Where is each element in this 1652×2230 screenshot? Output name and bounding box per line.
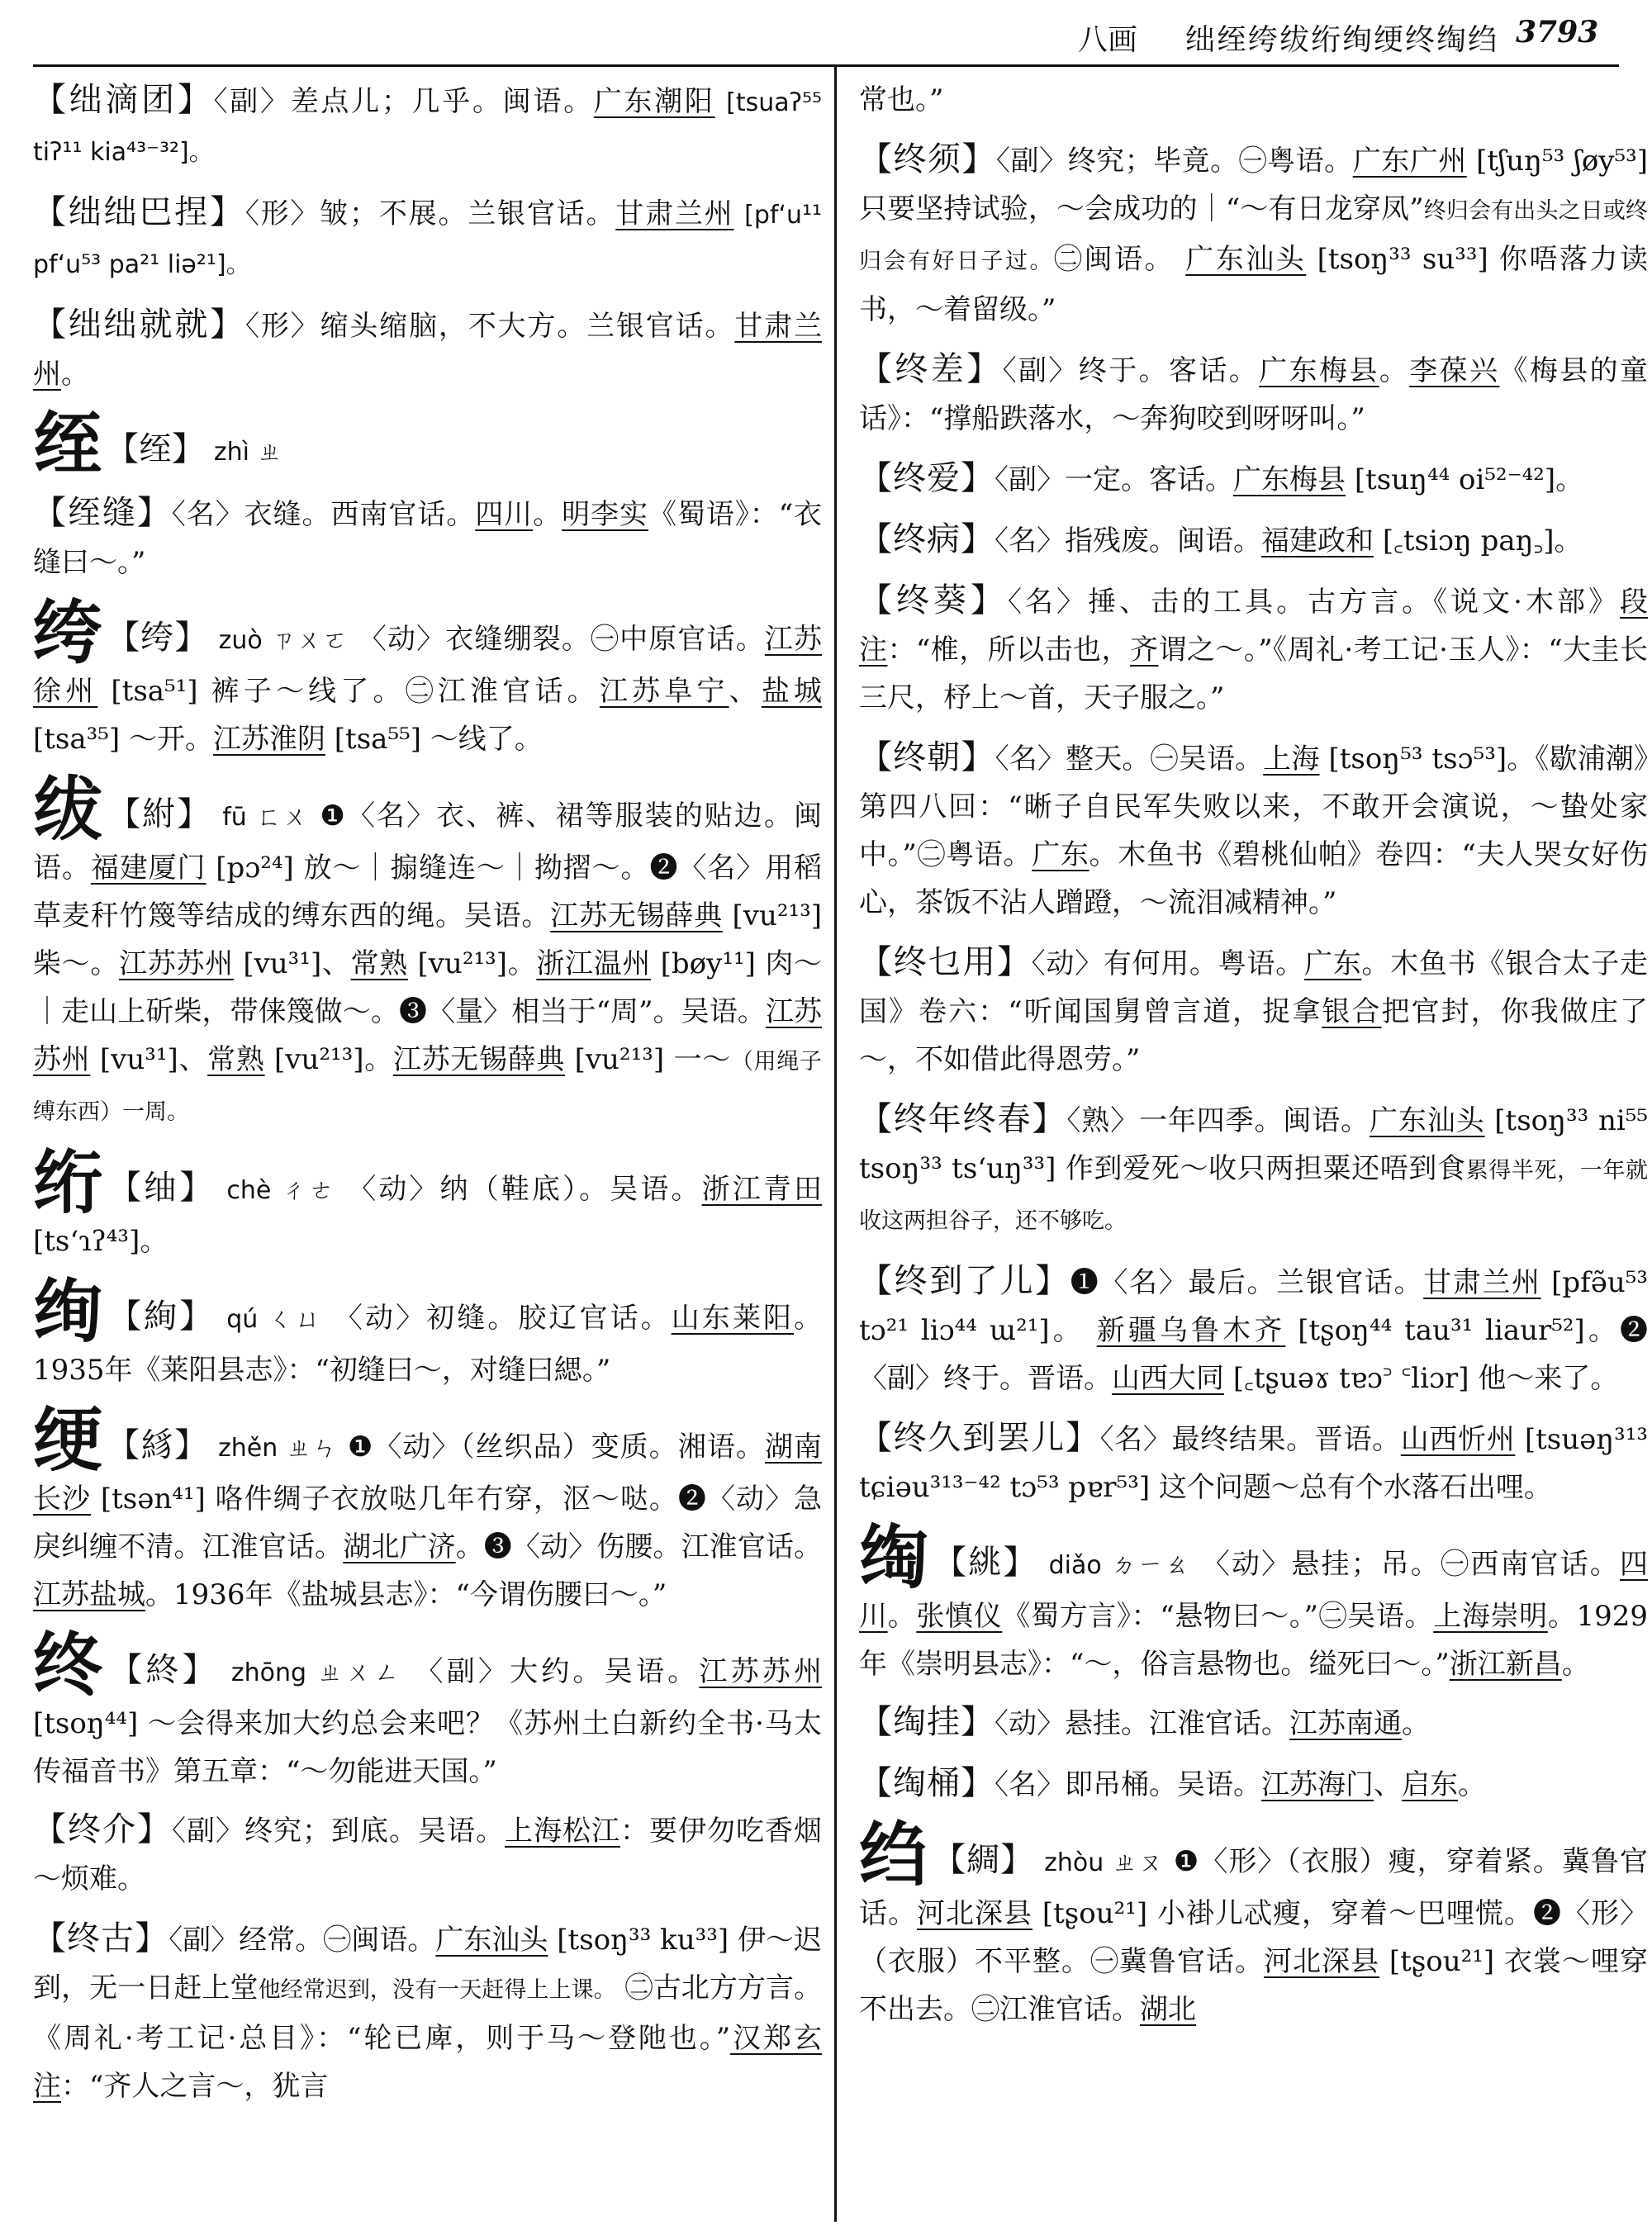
place-name: 甘肃兰州 [615,197,734,230]
column-divider [834,66,837,2222]
traditional-form: 【終】 [109,1651,219,1689]
traditional-form: 【紨】 [107,795,212,833]
entry-text: ❶〈动〉（丝织品）变质。湘语。 [347,1431,765,1464]
entry [859,454,1648,504]
entry-headword: 【绌滴团】 [33,81,214,119]
entry [859,1095,1648,1245]
entry-text: [vu³¹]、 [243,947,351,980]
entry-text: 。1929年《崇明县志》：“～，俗言悬物也。缢死曰～。” [859,1600,1648,1681]
place-name: 江苏南通 [1289,1707,1402,1740]
entry [859,938,1648,1084]
entry [859,1759,1648,1809]
entry-text: 、 [1374,1768,1402,1801]
entry-text: [bøy¹¹] 肉～｜走山上斫柴，带俫篾做～。❸〈量〉相当于“周”。吴语。 [33,947,822,1028]
head-character: 绖 [33,403,103,485]
entry-headword: 【终介】 [33,1810,172,1848]
entry [859,515,1648,565]
entry-text: 。1935年《莱阳县志》：“初缝曰～，对缝曰緦。” [33,1302,822,1387]
page-number: 3793 [1516,15,1599,50]
traditional-form: 【綢】 [933,1841,1035,1879]
place-name: 山西大同 [1112,1362,1224,1395]
entry-text: ：“齐人之言～，犹言 [61,2070,329,2103]
entry-text: 〈形〉缩头缩脑，不大方。兰银官话。 [245,310,735,343]
entry-headword: 【终古】 [33,1919,169,1957]
place-name: 河北深县 [1264,1945,1380,1978]
gloss-note: 终归会有出头之日或终归会有好日子过。 [859,198,1648,274]
place-name: 广东 [1303,947,1362,980]
entry-text: 。 [1561,1648,1590,1681]
entry-text: 〈副〉大约。吴语。 [415,1655,700,1688]
entry-text: [tsoŋ⁵³ tsɔ⁵³]。《歇浦潮》第四八回：“晰子自民军失败以来，不敢开会演说，～蛰处家中。”㊁粤语。 [859,743,1648,871]
entry-text: [tsuəŋ³¹³ tɕiəu³¹³⁻⁴² tɔ⁵³ pɐr⁵³] 这个问题～总有个水落石出哩。 [859,1423,1648,1504]
pinyin: zhòu ㄓㄡ [1044,1848,1164,1877]
entry-text: 〈副〉终究；到底。吴语。 [172,1815,505,1848]
entry-text: 。 [1402,1707,1430,1740]
place-name: 广东潮阳 [593,85,715,118]
place-name: 湖南长沙 [33,1431,822,1516]
char-entry [33,1270,822,1394]
entry-headword: 【终久到罢儿】 [859,1419,1100,1457]
head-character: 绂 [33,768,105,850]
entry-text: [tʂoŋ⁴⁴ tau³¹ liaur⁵²]。❷〈副〉终于。晋语。 [859,1314,1648,1395]
place-name: 湖北广济 [343,1530,456,1563]
place-name: 江苏海门 [1261,1768,1374,1801]
place-name: 广东梅县 [1233,463,1346,496]
place-name: 广东广州 [1352,145,1467,178]
entry-text: 〈动〉悬挂；吊。㊀西南官话。 [1201,1548,1621,1581]
pinyin: zhěn ㄓㄣ [218,1434,338,1463]
char-entry [859,1516,1648,1688]
head-character: 绚 [33,1270,106,1352]
place-name: 河北深县 [917,1897,1033,1930]
entry [33,489,822,586]
entry-text: [tʃuŋ⁵³ ʃøy⁵³] 只要坚持试验，～会成功的｜“～有日龙穿凤” [859,145,1648,225]
entry-text: 〈副〉差点儿；几乎。闽语。 [213,85,594,118]
entry-headword: 【绹挂】 [859,1703,995,1741]
entry-headword: 【终须】 [859,140,997,178]
place-name: 浙江青田 [701,1173,822,1206]
entry-text: 〈副〉经常。㊀闽语。 [169,1924,436,1957]
place-name: 福建政和 [1261,524,1374,558]
entry-text: [pfə̃u⁵³ tɔ²¹ liɔ⁴⁴ ɯ²¹]。 [859,1266,1648,1347]
entry-text: ：要伊勿吃香烟～烦难。 [33,1815,822,1896]
left-column [33,76,822,2223]
entry [33,301,822,398]
pinyin: zuò ㄗㄨㄛ [218,626,349,655]
entry [859,1414,1648,1511]
place-name: 湖北 [1140,1993,1196,2026]
place-name: 江苏盐城 [33,1578,145,1611]
entry-text: 。 [533,498,563,531]
entry-text: 。 [1379,354,1410,387]
place-name: 盐城 [761,675,822,708]
entry-text: 〈动〉衣缝绷裂。㊀中原官话。 [358,623,765,656]
entry-text: [vu²¹³]。 [417,947,537,980]
traditional-form: 【絼】 [107,1426,209,1464]
entry-text: 〈名〉捶、击的工具。古方言。《说文·木部》 [1008,586,1620,619]
entry-text: [pɔ²⁴] 放～｜搧缝连～｜拗摺～。❷〈名〉用稻草麦秆竹篾等结成的缚东西的绳。吴语。 [33,852,822,932]
source-name: 明李实 [562,498,648,531]
head-character: 绔 [33,591,104,673]
place-name: 江苏苏州 [119,947,234,980]
source-name: 银合 [1322,995,1382,1028]
place-name: 上海松江 [505,1815,620,1848]
head-character: 终 [33,1624,107,1706]
entry-text: 〈副〉终于。客话。 [1002,354,1260,387]
entry-headword: 【终朝】 [859,738,995,776]
entry-text: ㊁古北方方言。《周礼·考工记·总目》：“轮已庳，则于马～登阤也。” [33,1971,822,2055]
entry-text: ：“椎，所以击也， [887,633,1130,667]
entry-headword: 【绹桶】 [859,1764,995,1802]
place-name: 广东汕头 [1185,243,1307,276]
char-entry [859,1814,1648,2033]
entry-text: 常也。” [859,83,944,116]
entry [859,1698,1648,1748]
entry [33,76,822,177]
entry-text: [vu³¹]、 [99,1043,208,1076]
pronunciation: [pfʻu¹¹ pfʻu⁵³ pa²¹ liə²¹]。 [33,201,822,279]
entry [859,135,1648,334]
entry-text: 把官封，你我做庄了～，不如借此得恩劳。” [859,995,1648,1076]
entry-text: [tʂou²¹] 小褂儿忒瘦，穿着～巴哩慌。❷〈形〉（衣服）不平整。㊀冀鲁官话。 [859,1897,1648,1978]
entry-headword: 【绌绌巴捏】 [33,193,245,231]
entry-text: 。 [887,1600,917,1633]
entry-text: 。1936年《盐城县志》：“今谓伤腰曰～。” [145,1578,667,1611]
source-name: 汉郑玄注 [33,2022,822,2103]
pinyin: chè ㄔㄜ [226,1176,337,1205]
entry [33,188,822,289]
place-name: 福建厦门 [90,852,206,885]
place-name: 江苏无锡薛典 [392,1043,566,1076]
entry-text: 〈动〉纳（鞋底）。吴语。 [348,1173,702,1206]
entry-text: 〈副〉一定。客话。 [995,463,1233,496]
char-entry [33,768,822,1136]
entry-text: 。木鱼书《银合太子走国》卷六：“听闻国舅曾言道，捉拿 [859,947,1648,1028]
place-name: 广东汕头 [1370,1104,1485,1137]
entry-text: 〈名〉衣缝。西南官话。 [171,498,476,531]
place-name: 常熟 [207,1043,265,1076]
entry-text: 《蜀方言》：“悬物曰～。”㊁吴语。 [1002,1600,1434,1633]
entry [859,345,1648,443]
entry-text: 〈名〉整天。㊀吴语。 [995,743,1264,776]
char-entry [33,1141,822,1265]
entry [859,733,1648,927]
entry-text: 《梅县的童话》：“撑船跌落水，～奔狗咬到呀呀叫。” [859,354,1648,435]
source-name: 段注 [859,586,1648,667]
entry-text: 《蜀语》：“衣缝曰～。” [33,498,822,579]
place-name: 广东梅县 [1259,354,1379,387]
entry-text: ㊁闽语。 [1053,243,1175,276]
place-name: 浙江新昌 [1449,1648,1562,1681]
entry-text: ❶〈名〉衣、裤、裙等服装的贴边。闽语。 [33,799,822,885]
entry-headword: 【终年终春】 [859,1100,1067,1138]
entry-text: 〈名〉即吊桶。吴语。 [995,1768,1261,1801]
entry-text: 〈动〉有何用。粤语。 [1031,947,1304,980]
entry-headword: 【终病】 [859,520,995,558]
entry-text: 〈副〉终究；毕竟。㊀粤语。 [996,145,1353,178]
place-name: 江苏苏州 [33,995,822,1076]
entry [33,1805,822,1903]
place-name: 甘肃兰州 [33,310,822,391]
place-name: 齐 [1129,633,1159,667]
char-entry [33,591,822,763]
place-name: 浙江温州 [536,947,652,980]
char-entry [33,1399,822,1619]
place-name: 四川 [859,1548,1648,1633]
entry-text: [tsa³⁵] ～开。 [33,723,213,756]
pronunciation: [tsuaʔ⁵⁵ tiʔ¹¹ kia⁴³⁻³²]。 [33,88,822,167]
place-name: 新疆乌鲁木齐 [1096,1314,1286,1347]
entry-text: [꜀tʂuəɤ tɐɔ꜄ ꜂liɔr] 他～来了。 [1232,1362,1619,1395]
entry-text: [꜀tsiɔŋ paŋ꜆]。 [1382,524,1583,558]
entry-text: [tsoŋ³³ su³³] 你唔落力读书，～着留级。” [859,243,1648,326]
entry-text: 〈动〉初缝。胶辽官话。 [334,1302,672,1335]
entry [859,76,1648,124]
traditional-form: 【絢】 [108,1298,216,1336]
head-character: 绉 [859,1814,930,1896]
entry-text: 。木鱼书《碧桃仙帕》卷四：“夫人哭女好伤心，茶饭不沾人蹭蹬，～流泪减精神。” [859,838,1648,919]
gloss-note: （用绳子缚东西）一周。 [33,1049,822,1125]
entry [859,576,1648,722]
place-name: 江苏无锡薛典 [550,899,723,932]
entry-headword: 【终爱】 [859,459,995,497]
right-column [859,76,1648,2223]
pinyin: fū ㄈㄨ [222,803,310,832]
place-name: 山东莱阳 [671,1302,795,1335]
head-character: 绗 [33,1141,106,1223]
place-name: 上海 [1263,743,1320,776]
page-header [33,0,1619,67]
entry-text: ❶〈形〉（衣服）瘦，穿着紧。冀鲁官话。 [859,1845,1648,1930]
entry [859,1257,1648,1402]
place-name: 四川 [475,498,534,531]
place-name: 甘肃兰州 [1423,1266,1541,1299]
place-name: 江苏苏州 [699,1655,822,1688]
head-character: 绹 [859,1516,931,1598]
traditional-form: 【絩】 [933,1544,1038,1582]
entry-text: 。 [1458,1768,1486,1801]
gloss-note: 累得半死，一年就收这两担谷子，还不够吃。 [859,1158,1648,1234]
place-name: 启东 [1402,1768,1458,1801]
place-name: 广东 [1032,838,1089,871]
entry-headword: 【终差】 [859,350,1003,388]
place-name: 山西忻州 [1400,1423,1516,1456]
entry-text: [tsoŋ³³ ku³³] 伊～迟到，无一日赶上堂 [33,1924,822,2005]
entry-text: [tʂou²¹] 衣裳～哩穿不出去。㊁江淮官话。 [859,1945,1648,2026]
entry-text: 〈名〉最终结果。晋语。 [1099,1423,1401,1456]
entry [33,1914,822,2110]
gloss-note: 他经常迟到，没有一天赶得上上课。 [258,1977,616,2003]
entry-text: 。 [61,358,89,391]
source-name: 李葆兴 [1409,354,1500,387]
traditional-form: 【绖】 [106,430,206,468]
pinyin: zhì ㄓ [213,438,282,467]
pinyin: zhōng ㄓㄨㄥ [230,1658,403,1687]
entry-text: 、 [729,675,762,708]
entry-text: 。❸〈动〉伤腰。江淮官话。 [455,1530,822,1563]
entry-text: [tsoŋ³³ ni⁵⁵ tsoŋ³³ tsʻuŋ³³] 作到爱死～收只两担粟还唔到食 [859,1104,1648,1185]
traditional-form: 【䌷】 [108,1169,216,1207]
place-name: 上海崇明 [1433,1600,1548,1633]
entry-text: [tsa⁵¹] 裤子～线了。㊁江淮官话。 [111,675,600,708]
entry-text: ❶〈名〉最后。兰银官话。 [1070,1266,1424,1299]
head-character: 绠 [33,1399,104,1481]
header-section: 八画 [1078,23,1138,57]
entry-text: [tsən⁴¹] 咯件绸子衣放哒几年冇穿，沤～哒。❷〈动〉急戾纠缠不清。江淮官话。 [33,1483,822,1563]
place-name: 江苏淮阴 [212,723,325,756]
source-name: 张慎仪 [916,1600,1003,1633]
entry-text: [tsa⁵⁵] ～线了。 [334,723,543,756]
place-name: 常熟 [350,947,408,980]
place-name: 江苏徐州 [33,623,822,708]
char-entry [33,403,822,485]
entry-headword: 【绖缝】 [33,494,172,532]
entry-text: [vu²¹³] 柴～。 [33,899,822,980]
header-chars: 绌绖绔绂绗绚绠终绹绉 [1185,23,1500,57]
char-entry [33,1624,822,1796]
entry-text: 谓之～。”《周礼·考工记·玉人》：“大圭长三尺，杼上～首，天子服之。” [859,633,1648,714]
entry-text: [tsuŋ⁴⁴ oi⁵²⁻⁴²]。 [1354,463,1584,496]
entry-text: 〈形〉皱；不展。兰银官话。 [244,197,616,230]
place-name: 广东汕头 [435,1924,548,1957]
pinyin: qú ㄑㄩ [226,1305,324,1334]
entry-headword: 【终葵】 [859,581,1009,619]
entry-headword: 【终到了儿】 [859,1262,1070,1300]
pinyin: diǎo ㄉㄧㄠ [1048,1551,1191,1580]
entry-text: 〈名〉指残废。闽语。 [995,524,1261,558]
place-name: 江苏阜宁 [599,675,729,708]
entry-text: [tsʻɿʔ⁴³]。 [33,1225,169,1258]
entry-text: [vu²¹³] 一～ [574,1043,731,1076]
entry-headword: 【终乜用】 [859,943,1032,981]
entry-text: [tsoŋ⁴⁴] ～会得来加大约总会来吧？《苏州土白新约全书·马太传福音书》第五章：“～勿能进天国。” [33,1707,822,1788]
traditional-form: 【绔】 [107,619,209,657]
entry-text: 〈动〉悬挂。江淮官话。 [995,1707,1289,1740]
entry-headword: 【绌绌就就】 [33,306,246,344]
entry-text: [vu²¹³]。 [274,1043,393,1076]
entry-text: 〈熟〉一年四季。闽语。 [1066,1104,1370,1137]
